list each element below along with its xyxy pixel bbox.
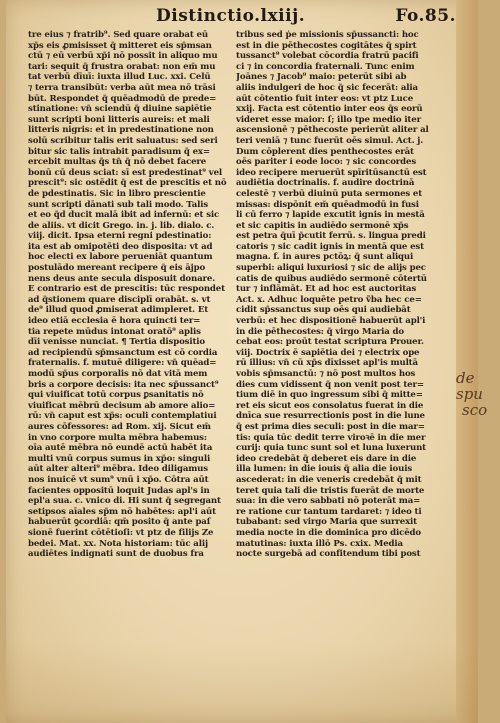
text-line: aūt alter alteri⁹ mēbra. Ideo diligamus <box>28 464 208 475</box>
text-line: postulādo mereant recipere q̄ eis ājpo <box>28 263 206 274</box>
left-text-column <box>28 30 230 640</box>
text-line: prescit⁹: sic ostēdit q̄ est de prescitis et nō <box>28 178 227 189</box>
text-line: et eo q̄d ducit malā ibit ad infernū: et sic <box>28 210 220 221</box>
text-line: ideo recipere meruerūt spīritūsanctū est <box>236 167 427 178</box>
text-line: tussanct⁹ volebat cōcordia fratrū pacifi <box>236 51 419 62</box>
text-line: rū illius: vn̄ cū xp̄s dīxisset apl'is multā <box>236 358 418 369</box>
text-line: sua: in die vero sabbati nō poterāt ma= <box>236 496 421 507</box>
text-line: re ratione cur tantum tardaret: ⁊ ideo ti <box>236 506 422 517</box>
text-line: hoc electi ex labore perueniāt quantum <box>28 252 213 263</box>
text-line: tubabant: sed virgo Maria que surrexit <box>236 517 417 528</box>
text-line: cidit sp̄ssanctus sup oēs qui audiebāt <box>236 305 411 316</box>
text-line: magna. f. in aures pctōꝝ: q̄ sunt aliqui <box>236 252 414 263</box>
text-line: illa lumen: in die iouis q̄ alia die iouis <box>236 464 413 475</box>
text-line: missas: dispōnit em̄ quēadmodū in fusi <box>236 199 419 210</box>
text-line: dies cum vidissent q̄ non venit post ter= <box>236 379 424 390</box>
text-line: bedei. Mat. xx. Nota historiam: tūc alij <box>28 538 208 549</box>
text-line: stinatione: vn̄ sciendū q̄ diuine sapiētie <box>28 104 212 115</box>
text-line: ita est ab omipotēti deo disposita: vt ad <box>28 241 213 252</box>
text-line: nos inuicē vt sum⁹ vnū i xp̄o. Cōtra aūt <box>28 474 209 485</box>
text-line: setipsos aīales sp̄m nō habētes: apl'i aūt <box>28 506 216 517</box>
text-line: modū sp̄us corporalis nō dat vitā mem <box>28 369 208 379</box>
text-line: matutinas: iuxta illō Ps. cxix. Media <box>236 538 403 549</box>
text-line: dīi venisse nunciat. ¶ Tertia dispositio <box>28 337 205 348</box>
text-line: epl'a sua. c. vnico di. Hi sunt q̄ segregant <box>28 496 221 507</box>
text-line: solū scribitur talis erit saluatus: sed seri <box>28 135 218 146</box>
text-line: rū: vn̄ caput est xp̄s: oculi contemplatiui <box>28 411 217 422</box>
text-line: teri veniā ⁊ tunc fuerūt oēs simul. Act. j. <box>236 135 424 146</box>
handwritten-margin-note <box>456 370 500 418</box>
text-line: teret quia tali die tristis fuerāt de morte <box>236 485 425 496</box>
text-line: catis de quibus audiēdo sermonē cōtertū <box>236 273 427 284</box>
text-line: in vno corpore multa mēbra habemus: <box>28 432 207 443</box>
text-line: vobis sp̄msanctū: ⁊ nō post multos hos <box>236 369 416 379</box>
text-line: ret eis sicut eos consolatus fuerat in die <box>236 400 424 411</box>
text-line: curij: quia tunc sunt sol et luna luxerunt <box>236 443 426 454</box>
text-line: media nocte in die dominica pro dicēdo <box>236 527 421 538</box>
text-line: ad q̄stionem quare disciplī orabāt. s. vt <box>28 294 211 305</box>
text-line: viij. dicit. Ipsa eterni regni pdestinatio: <box>28 231 212 242</box>
text-line: būt. Respondet q̄ quēadmodū de prede= <box>28 93 217 104</box>
text-line: E contrario est de prescitis: tūc respondet <box>28 284 225 295</box>
text-line: Act. x. Adhuc loquēte petro ṽba hec ce= <box>236 294 422 305</box>
page-header <box>156 6 456 28</box>
text-line: aures cōfessores: ad Rom. xij. Sicut em̄ <box>28 421 211 432</box>
text-line: q̄ est prima dies seculi: post in die mar= <box>236 421 425 432</box>
margin-note-line: sco <box>462 401 488 419</box>
text-line: oēs pariter i eode loco: ⁊ sic concordes <box>236 157 417 168</box>
text-line: ideo credebāt q̄ deberet eis dare in die <box>236 453 417 464</box>
text-line: sunt scripti dānati sub tali modo. Talis <box>28 199 209 210</box>
text-line: oīa autē mēbra nō eundē actū habēt ita <box>28 443 213 454</box>
text-line: audiētes indignati sunt de duobus fra <box>28 549 204 560</box>
text-line: in die pēthecostes: q̄ virgo Maria do <box>236 326 404 337</box>
text-line: tribus sed ṗe missionis sp̄ussancti: hoc <box>236 30 419 40</box>
text-line: ⁊ terra transibūt: verba aūt mea nō trāsi <box>28 82 216 93</box>
text-line: fraternalis. f. mutuē diligere: vn̄ quēad= <box>28 358 217 369</box>
text-line: nens deus ante secula disposuit donare. <box>28 273 216 284</box>
margin-note-line: de spu <box>456 369 483 403</box>
text-line: tari: sequit q̄ frustra orabat: non em̄ mu <box>28 61 216 72</box>
page-title: Distinctio.lxiij. <box>156 6 306 26</box>
text-line: facientes oppositū loquit Judas apl's in <box>28 485 210 496</box>
text-line: tia repete mūdus intonat oratō⁹ aplis <box>28 326 201 337</box>
text-line: dnīca sue resurrectionis post in die lune <box>236 411 425 422</box>
manuscript-page <box>6 0 478 723</box>
text-line: ercebit multas q̄s tn̄ q̄ nō debet facere <box>28 157 207 168</box>
text-line: et sic capitis in audiēdo sermonē xp̄s <box>236 220 409 231</box>
text-line: tis: quia tūc dedit terre viroꝛē in die mer <box>236 432 426 443</box>
text-line: sunt scripti boni litteris aureis: et mali <box>28 114 210 125</box>
page-edge <box>456 0 478 723</box>
text-line: ideo etiā ecclesia ē hora quincti ter= <box>28 316 201 327</box>
text-line: habuerūt ꝯcordiā: qm̄ posito q̄ ante paſ <box>28 517 211 528</box>
text-line: ctū ⁊ eū verbū xp̄i nō possit in aliquo mu <box>28 51 218 62</box>
text-line: bris a corpore decisis: ita nec sp̄ussanct⁹ <box>28 379 219 390</box>
text-line: cebat eos: proūt testat scriptura Prouer. <box>236 337 424 348</box>
text-line: xxij. Facta est cōtentio inter eos q̄s eorū <box>236 104 423 115</box>
folio-number: Fo.85. <box>395 6 456 26</box>
text-line: viuificat mēbrū decisum ab amore alio= <box>28 400 216 411</box>
text-line: tur ⁊ inflāmāt. Et ad hoc est auctoritas <box>236 284 417 295</box>
text-line: catoris ⁊ sic cadit ignis in mentā que est <box>236 241 424 252</box>
text-line: tium diē in quo ingressum sibi q̄ mitte= <box>236 390 423 401</box>
text-line: multi vnū corpus sumus in xp̄o: singuli <box>28 453 211 464</box>
text-line: aliis indulgeri de hoc q̄ sic fecerāt: alia <box>236 82 418 93</box>
text-line: ascensionē ⁊ pēthecoste perierūt aliter al <box>236 125 429 136</box>
text-line: de pdestinatis. Sic in libro prescientie <box>28 188 206 199</box>
text-line: est in die pēthecostes cogitātes q̄ spirt <box>236 40 417 51</box>
text-line: est petra q̄uī p̄cutit ferrū. s. lingua predi <box>236 231 426 242</box>
text-line: Dum cōplerent dies penthecostes erāt <box>236 146 414 157</box>
text-line: aūt cōtentio fuit inter eos: vt ptz Luce <box>236 93 414 104</box>
text-line: audiētia doctrinalis. f. audire doctrinā <box>236 178 415 189</box>
text-line: Joānes ⁊ Jacob⁹ maio: peterūt sibi ab <box>236 72 407 83</box>
text-line: de⁹ illud quod ꝓmiserat adimpleret. Et <box>28 305 209 316</box>
text-line: superbi: aliqui luxuriosi ⁊ sic de alijs pec <box>236 263 426 274</box>
text-line: bitur sic talis intrabit paradisum q̄ ex= <box>28 146 210 157</box>
text-line: litteris nigris: et in predestinatione non <box>28 125 214 136</box>
text-line: nocte surgebā ad confitendum tibi post <box>236 549 421 560</box>
text-line: viij. Doctrix ē sapiētia dei ⁊ electrix ope <box>236 347 420 358</box>
text-line: celestē ⁊ verbū diuinū puta sermones et <box>236 188 423 199</box>
text-line: de aliis. vt dicit Grego. in. j. lib. dialo. c. <box>28 220 215 231</box>
text-line: li cū ferro ⁊ lapide excutit ignis in mestā <box>236 210 425 221</box>
text-line: verbū: et hec dispositionē habuerūt apl'i <box>236 316 426 327</box>
text-line: ad recipiendū sp̄msanctum est cō cordia <box>28 347 218 358</box>
text-line: ascederat: in die veneris credebāt q̄ mit <box>236 474 422 485</box>
text-line: tat verbū dīuī: iuxta illud Luc. xxi. Celū <box>28 72 211 83</box>
right-text-column <box>236 30 456 640</box>
text-line: videret esse maior: ſ; illo tpe medio iter <box>236 114 421 125</box>
text-line: ci ⁊ in concordia fraternali. Tunc enim <box>236 61 415 72</box>
text-line: sionē fuerint cōtētioſi: vt ptz de filijs Ze <box>28 527 214 538</box>
text-line: tre eius ⁊ fratrib⁹. Sed quare orabat eū <box>28 30 208 40</box>
text-line: bonū cū deus sciat: sī est predestinat⁹ vel <box>28 167 223 178</box>
text-line: qui viuificat totū corpus ꝑsanitatis nō <box>28 390 204 401</box>
page-foot-shading <box>6 643 478 723</box>
text-line: xp̄s eis ꝓmisisset q̄ mitteret eis sp̄msan <box>28 40 212 51</box>
